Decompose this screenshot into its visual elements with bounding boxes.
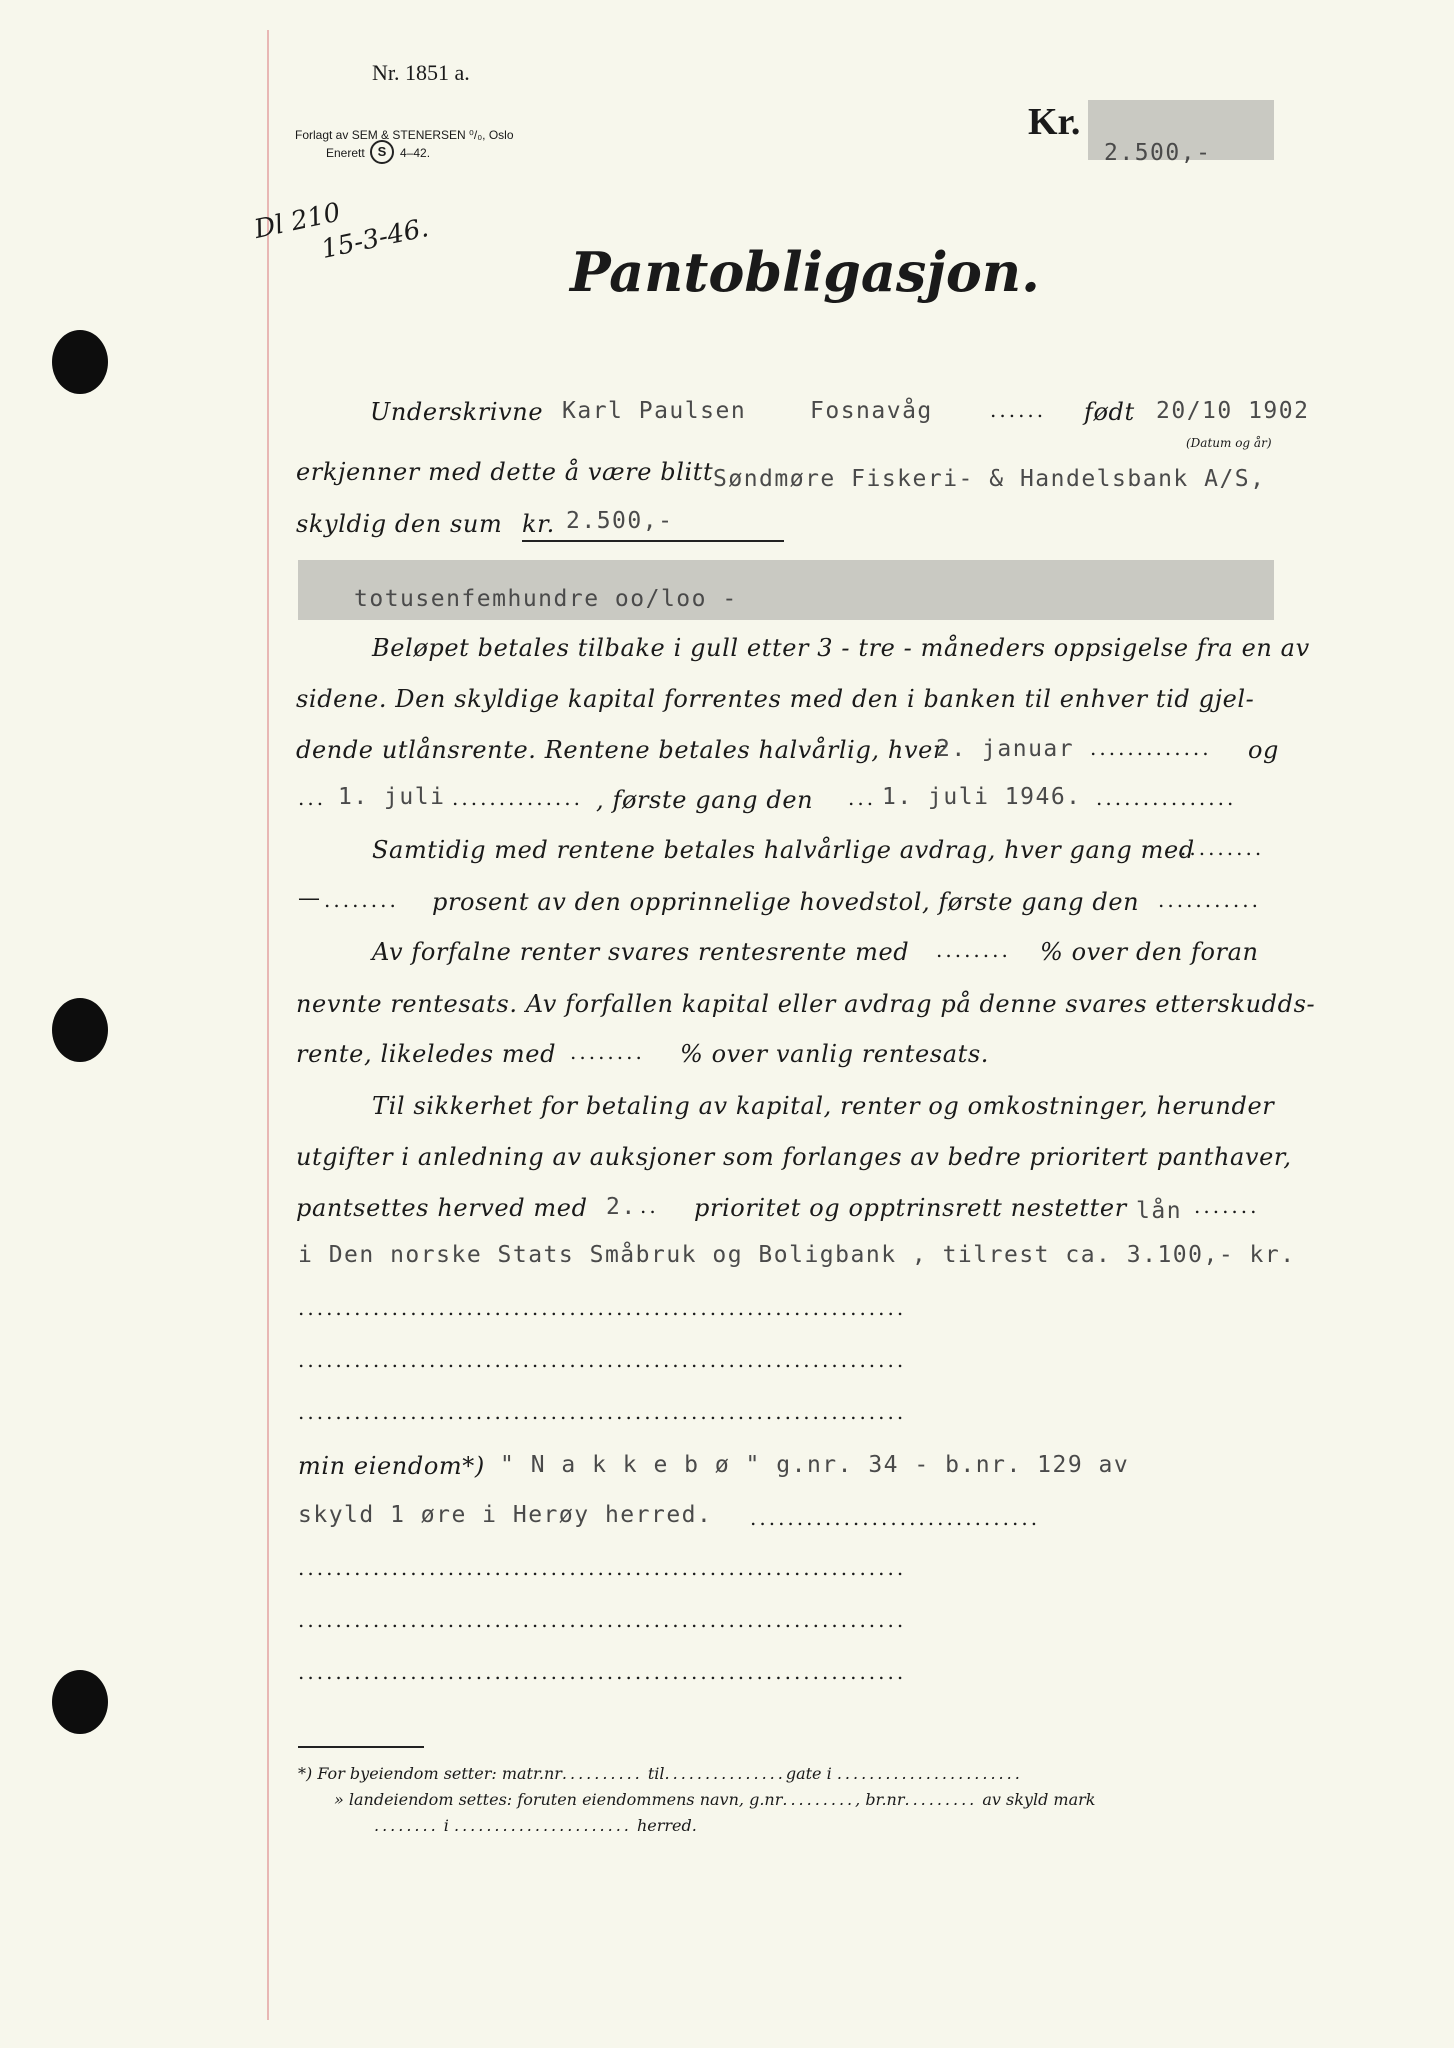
page-title: Pantobligasjon. [570, 240, 1040, 304]
p2-line1: Samtidig med rentene betales halvårlige avdrag, hver gang med [372, 836, 1195, 864]
footnote-rule [298, 1746, 424, 1748]
text-erkjenner: erkjenner med dette å være blitt [296, 458, 714, 486]
p3-line1: Av forfalne renter svares rentesrente med [372, 938, 910, 966]
p5-line1: min eiendom*) [298, 1452, 485, 1480]
p4-line1: Til sikkerhet for betaling av kapital, renter og omkostninger, herunder [372, 1092, 1275, 1120]
prior-loan-text: i Den norske Stats Småbruk og Boligbank , tilrest ca. 3.100,- kr. [298, 1242, 1296, 1268]
sum-underline [522, 540, 784, 542]
p1-line1: Beløpet betales tilbake i gull etter 3 - tre - måneders oppsigelse fra en av [372, 634, 1310, 662]
text-forste-gang: , første gang den [596, 786, 814, 814]
punch-hole-middle [52, 998, 108, 1062]
interest-date-1: 2. januar [936, 736, 1075, 762]
footnote-line2: » landeiendom settes: foruten eiendommens navn, g.nr........., br.nr......... av skyld mark [334, 1790, 1096, 1809]
p4-line3b: prioritet og opptrinsrett nestetter [694, 1194, 1127, 1222]
footnote-line3: ........ i ...................... herred. [374, 1816, 697, 1835]
birth-date: 20/10 1902 [1156, 398, 1310, 424]
p1-line2: sidene. Den skyldige kapital forrentes med den i banken til enhver tid gjel- [296, 685, 1255, 713]
amount-value: 2.500,- [1104, 140, 1212, 166]
publisher-logo: S [370, 140, 394, 164]
text-fodt: født [1084, 398, 1135, 426]
p1-line3: dende utlånsrente. Rentene betales halvårlig, hver [296, 736, 945, 764]
birth-date-caption: (Datum og år) [1186, 436, 1272, 450]
property-text: " N a k k e b ø " g.nr. 34 - b.nr. 129 av [500, 1452, 1130, 1478]
publisher-enerett: Enerett [326, 146, 365, 160]
text-skyldig: skyldig den sum [296, 510, 503, 538]
property-text-2: skyld 1 øre i Herøy herred. [298, 1502, 713, 1528]
sum-amount: 2.500,- [566, 508, 674, 534]
text-kr: kr. [522, 510, 555, 538]
interest-date-2: 1. juli [338, 784, 446, 810]
first-interest-date: 1. juli 1946. [882, 784, 1082, 810]
p2-line2: prosent av den opprinnelige hovedstol, første gang den [432, 888, 1140, 916]
creditor-name: Søndmøre Fiskeri- & Handelsbank A/S, [713, 466, 1266, 492]
priority-number: 2. [606, 1194, 637, 1220]
form-number: Nr. 1851 a. [372, 60, 470, 85]
text-og: og [1248, 736, 1280, 764]
p3-line3b: % over vanlig rentesats. [680, 1040, 990, 1068]
p3-line3: rente, likeledes med [296, 1040, 557, 1068]
p3-line2: nevnte rentesats. Av forfallen kapital eller avdrag på denne svares etterskudds- [296, 990, 1316, 1018]
punch-hole-top [52, 330, 108, 394]
handwritten-date: 15-3-46. [318, 213, 432, 265]
p2-dash: — [298, 886, 320, 911]
debtor-name: Karl Paulsen [562, 398, 747, 424]
p4-line3: pantsettes herved med [296, 1194, 588, 1222]
publisher-line: Forlagt av SEM & STENERSEN ⁰/₀, Oslo [295, 128, 514, 142]
amount-in-words: totusenfemhundre oo/loo - [354, 586, 738, 612]
amount-label: Kr. [1028, 101, 1081, 143]
debtor-place: Fosnavåg [810, 398, 933, 424]
punch-hole-bottom [52, 1670, 108, 1734]
prior-loan-label: lån [1136, 1198, 1183, 1224]
margin-rule [267, 30, 269, 2020]
p4-line2: utgifter i anledning av auksjoner som forlanges av bedre prioritert panthaver, [296, 1143, 1292, 1171]
text-underskrivne: Underskrivne [370, 398, 544, 426]
p3-line1b: % over den foran [1040, 938, 1259, 966]
document-page: Nr. 1851 a. Forlagt av SEM & STENERSEN ⁰/₀, Oslo Enerett S 4–42. Kr. 2.500,- Dl 210 15-3-46. Pantobligasjon. Underskrivne Karl Paulsen Fosnavåg ...... født 20/10 1902 (Datum og år) erkjenner med dette å være blitt Søndmøre Fiskeri- & Handelsbank A/S, skyldig den sum kr. 2.500,- totusenfemhundre oo/loo - Beløpet betales tilbake i gull etter 3 - tre - måneders oppsigelse fra en av sidene. Den skyldige kapital forrentes med den i banken til enhver tid gjel- dende utlånsrente. Rentene betales halvårlig, hver 2. januar ............. og ... 1. juli .............. , første gang den ... 1. juli 1946. ............... Samtidig med rentene betales halvårlige avdrag, hver gang med ......... — ........ prosent av den opprinnelige hovedstol, første gang den ........... Av forfalne renter svares rentesrente med ........ % over den foran nevnte rentesats. Av forfallen kapital eller avdrag på denne svares etterskudds- rente, likeledes med ........ % over vanlig rentesats. Til sikkerhet for betaling av kapital, renter og omkostninger, herunder utgifter i anledning av auksjoner som forlanges av bedre prioritert panthaver, pantsettes herved med 2. .. prioritet og opptrinsrett nestetter lån ....... i Den norske Stats Småbruk og Boligbank , tilrest ca. 3.100,- kr. ................................................................. ................................................................. ................................................................. min eiendom*) " N a k k e b ø " g.nr. 34 - b.nr. 129 av skyld 1 øre i Herøy herred. ............................... ................................................................. ................................................................. ................................................................. *) For byeiendom setter: matr.nr.......... til...............gate i ....................... » landeiendom settes: foruten eiendommens navn, g.nr........., br.nr......... av skyld mark ........ i ...................... herred. [0, 0, 1454, 2048]
publisher-date: 4–42. [400, 146, 431, 160]
footnote-line1: *) For byeiendom setter: matr.nr.......... til...............gate i ....................... [298, 1764, 1023, 1783]
handwritten-note: Dl 210 [251, 197, 344, 245]
